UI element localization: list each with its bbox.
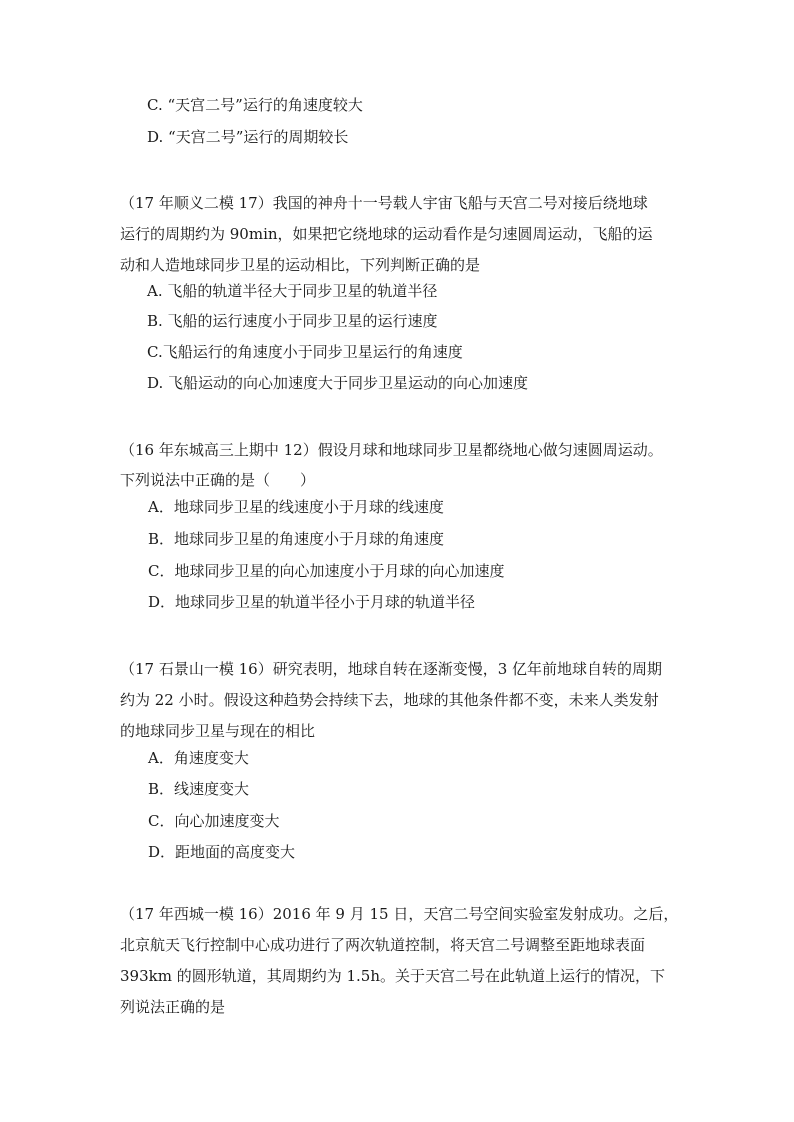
question-2-option-c: C．地球同步卫星的向心加速度小于月球的向心加速度	[148, 562, 505, 580]
question-2-stem-line-1: （16 年东城高三上期中 12）假设月球和地球同步卫星都绕地心做匀速圆周运动。	[120, 441, 663, 459]
question-2-stem-line-2: 下列说法中正确的是（ ）	[120, 471, 316, 489]
question-4-stem-line-3: 393km 的圆形轨道，其周期约为 1.5h。关于天宫二号在此轨道上运行的情况，下	[120, 967, 665, 985]
question-4-stem-line-4: 列说法正确的是	[120, 998, 226, 1016]
question-3-option-c: C．向心加速度变大	[148, 812, 280, 830]
question-1-option-b: B. 飞船的运行速度小于同步卫星的运行速度	[147, 312, 438, 330]
question-1-stem-line-3: 动和人造地球同步卫星的运动相比，下列判断正确的是	[120, 256, 481, 274]
option-c-prev: C. “天宫二号”运行的角速度较大	[147, 96, 363, 114]
question-4-stem-line-2: 北京航天飞行控制中心成功进行了两次轨道控制，将天宫二号调整至距地球表面	[120, 936, 646, 954]
question-3-stem-line-2: 约为 22 小时。假设这种趋势会持续下去，地球的其他条件都不变，未来人类发射	[120, 691, 659, 709]
question-2-option-d: D．地球同步卫星的轨道半径小于月球的轨道半径	[148, 593, 476, 611]
question-2-option-b: B．地球同步卫星的角速度小于月球的角速度	[148, 530, 445, 548]
question-3-option-a: A．角速度变大	[148, 749, 249, 767]
question-3-stem-line-1: （17 石景山一模 16）研究表明，地球自转在逐渐变慢，3 亿年前地球自转的周期	[120, 660, 663, 678]
question-1-option-d: D. 飞船运动的向心加速度大于同步卫星运动的向心加速度	[147, 374, 529, 392]
question-4-stem-line-1: （17 年西城一模 16）2016 年 9 月 15 日，天宫二号空间实验室发射成功。之后，	[120, 905, 679, 923]
question-3-stem-line-3: 的地球同步卫星与现在的相比	[120, 722, 316, 740]
question-3-option-d: D．距地面的高度变大	[148, 843, 296, 861]
option-d-prev: D. “天宫二号”运行的周期较长	[147, 128, 349, 146]
question-1-stem-line-2: 运行的周期约为 90min，如果把它绕地球的运动看作是匀速圆周运动，飞船的运	[120, 225, 653, 243]
question-2-option-a: A．地球同步卫星的线速度小于月球的线速度	[148, 498, 444, 516]
question-1-stem-line-1: （17 年顺义二模 17）我国的神舟十一号载人宇宙飞船与天宫二号对接后绕地球	[120, 194, 648, 212]
question-1-option-c: C.飞船运行的角速度小于同步卫星运行的角速度	[147, 343, 463, 361]
question-1-option-a: A. 飞船的轨道半径大于同步卫星的轨道半径	[147, 282, 438, 300]
question-3-option-b: B．线速度变大	[148, 780, 250, 798]
